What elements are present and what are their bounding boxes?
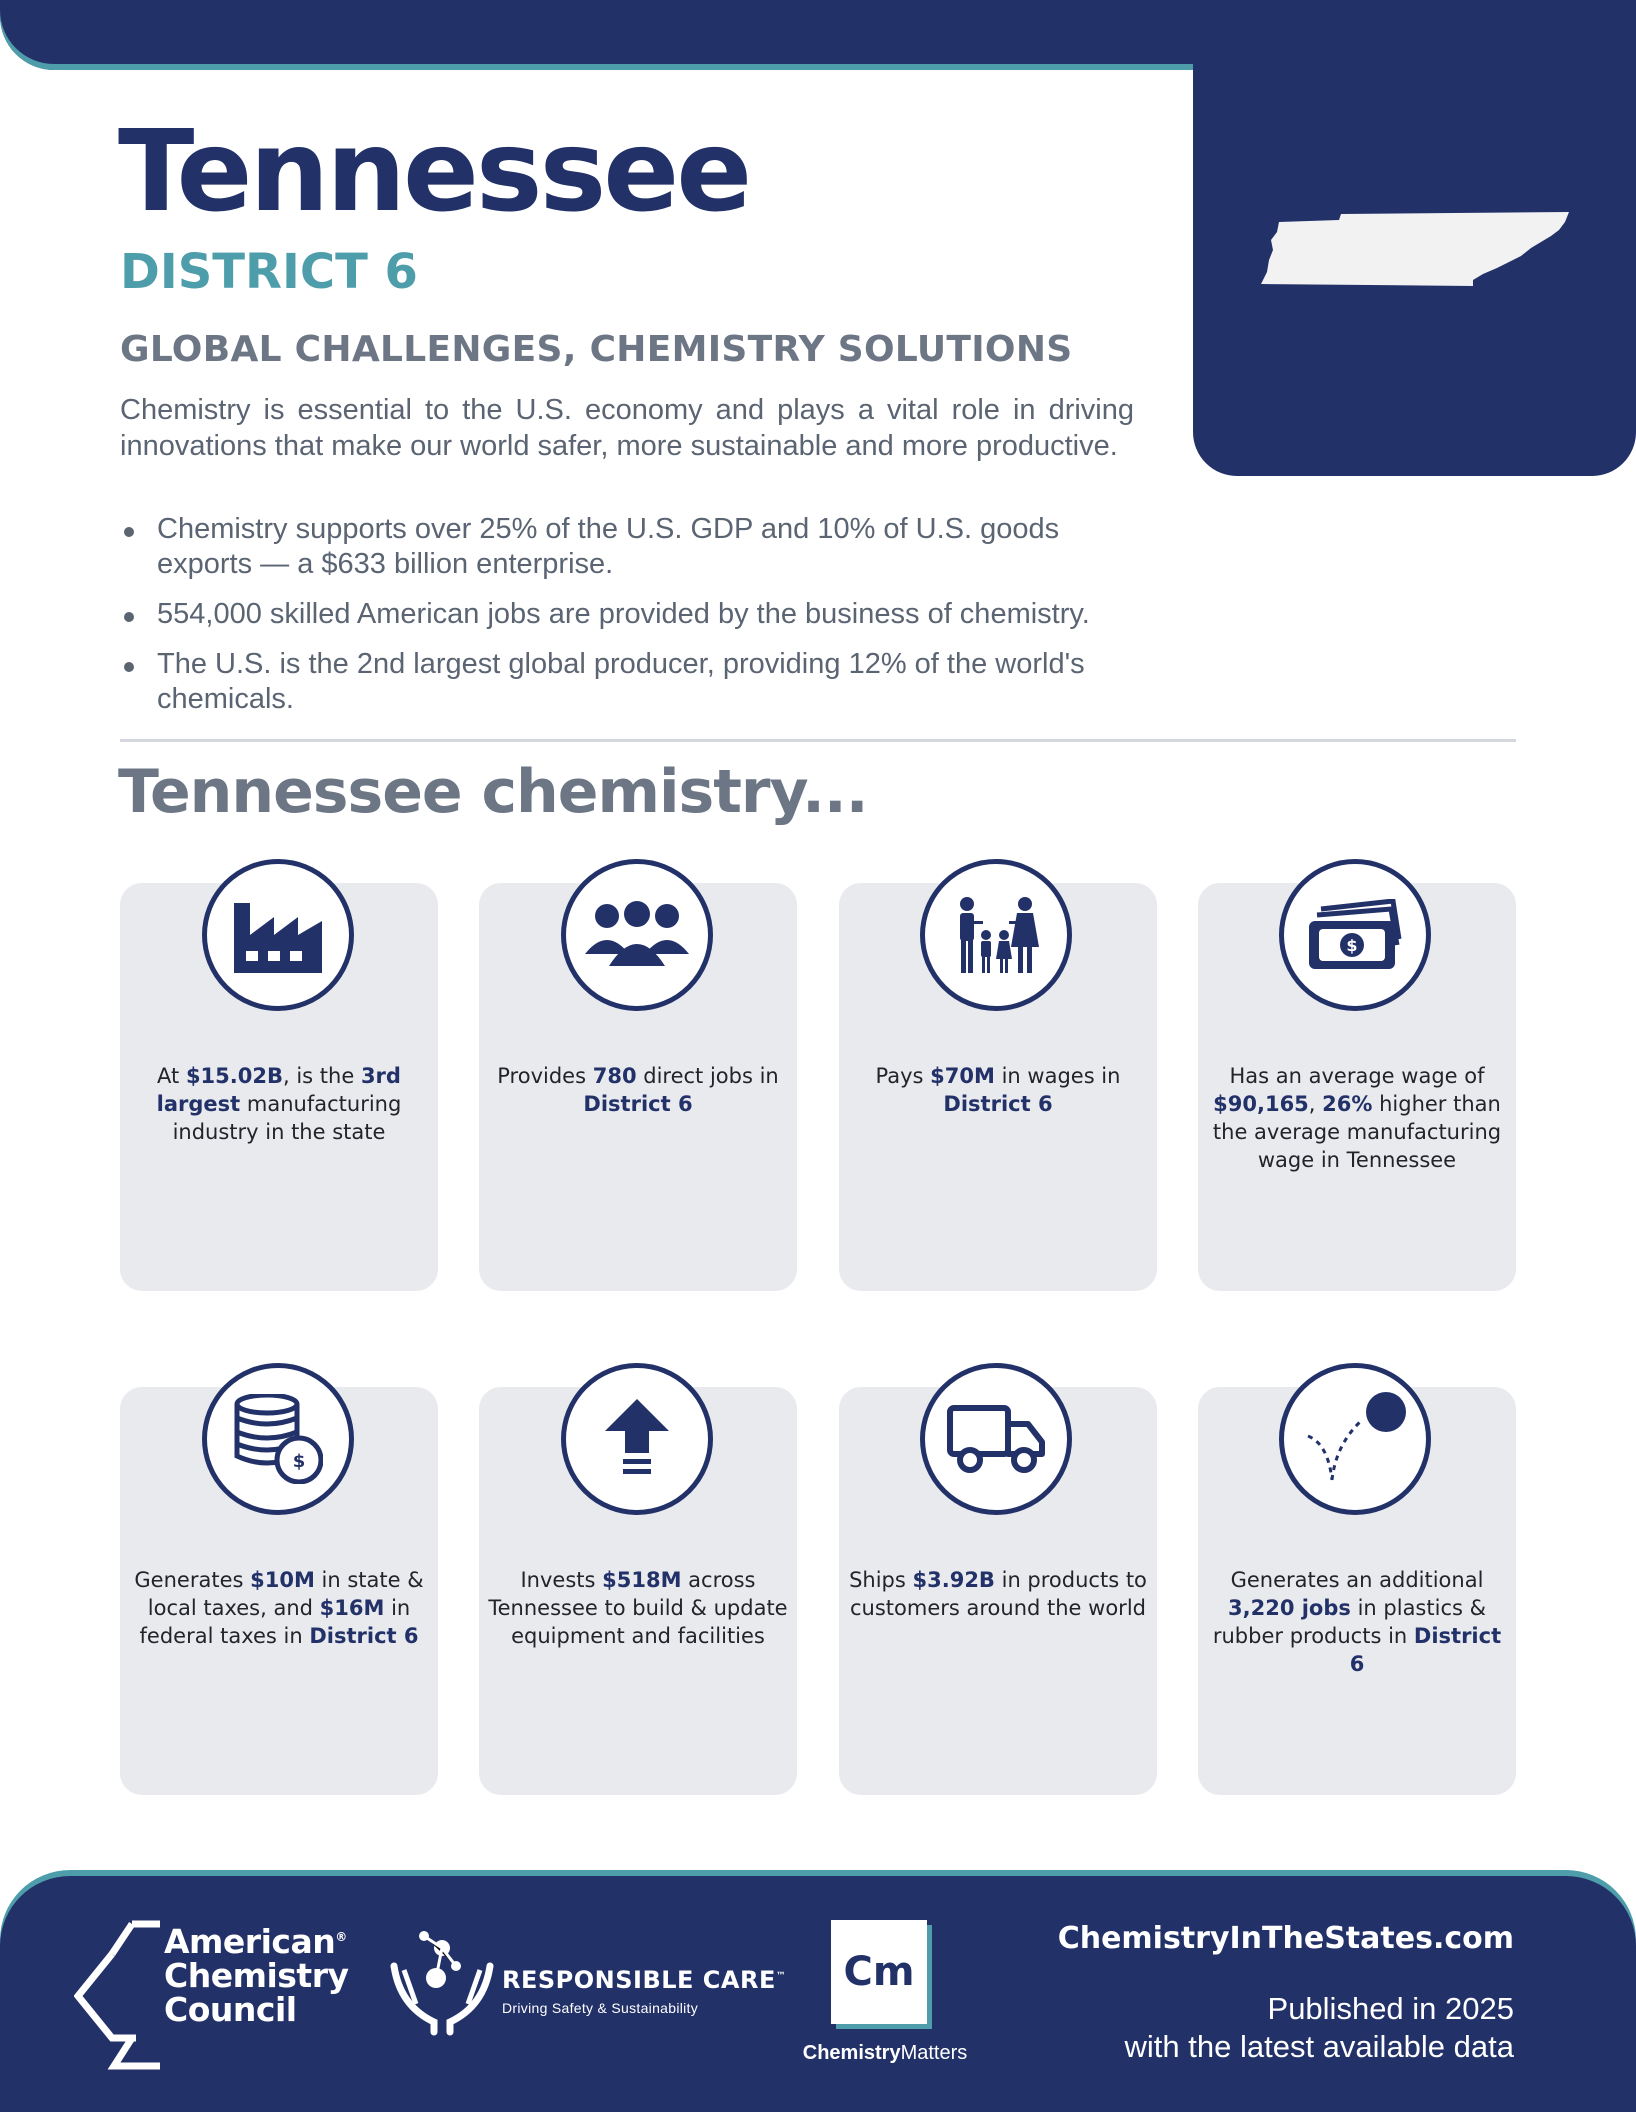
acc-wordmark: American® Chemistry Council [164, 1922, 349, 2029]
stat-text-part: in plastics & rubber products in [1212, 1596, 1486, 1648]
stat-text [129, 1566, 429, 1650]
district-label: DISTRICT 6 [120, 244, 418, 300]
stat-text-part: At [157, 1064, 186, 1088]
stat-text-part: Generates [134, 1568, 251, 1592]
state-map-panel [1193, 0, 1636, 476]
stat-text-part: Generates an additional [1230, 1568, 1484, 1592]
stat-text-part: Ships [849, 1568, 913, 1592]
fact-item: 554,000 skilled American jobs are provided by the business of chemistry. [120, 597, 1160, 632]
stat-text-part: , [1308, 1092, 1323, 1116]
svg-text:$: $ [292, 1451, 306, 1472]
stat-highlight: 780 [592, 1064, 637, 1088]
stat-text-part: in federal taxes in [139, 1596, 411, 1648]
people-group-icon [561, 859, 713, 1011]
stat-text [1207, 1062, 1507, 1174]
stat-text-part: Provides [497, 1064, 593, 1088]
bouncing-ball-icon [1279, 1363, 1431, 1515]
stat-text [488, 1566, 788, 1650]
stat-highlight: District 6 [583, 1092, 693, 1116]
section-heading: Tennessee chemistry... [118, 757, 868, 827]
money-bills-icon [1279, 859, 1431, 1011]
stat-text-part: manufacturing industry in the state [172, 1092, 402, 1144]
stat-highlight: $15.02B [185, 1064, 283, 1088]
fact-item: The U.S. is the 2nd largest global producer, providing 12% of the world's chemicals. [120, 647, 1160, 717]
section-divider [120, 739, 1516, 742]
stat-highlight: $70M [930, 1064, 995, 1088]
stat-text-part: across Tennessee to build & update equipment and facilities [488, 1568, 788, 1648]
stat-text-part: direct jobs in [636, 1064, 779, 1088]
stat-highlight: District 6 [309, 1624, 419, 1648]
stat-highlight: $3.92B [912, 1568, 995, 1592]
stat-text [848, 1566, 1148, 1622]
stat-text-part: in state & local taxes, and [147, 1568, 424, 1620]
rc-tagline: Driving Safety & Sustainability [502, 2000, 699, 2016]
factory-icon [202, 859, 354, 1011]
stat-text [848, 1062, 1148, 1118]
stat-text-part: Invests [520, 1568, 603, 1592]
acc-logo [74, 1920, 374, 2070]
delivery-truck-icon [920, 1363, 1072, 1515]
fact-item: Chemistry supports over 25% of the U.S. GDP and 10% of U.S. goods exports — a $633 billion enterprise. [120, 512, 1160, 582]
stat-highlight: 3,220 jobs [1228, 1596, 1351, 1620]
stat-text-part: Has an average wage of [1229, 1064, 1485, 1088]
stat-highlight: District 6 [943, 1092, 1053, 1116]
stat-text-part: Pays [875, 1064, 931, 1088]
stat-text-part: in wages in [994, 1064, 1121, 1088]
stat-text-part: , is the [282, 1064, 361, 1088]
stat-highlight: 26% [1322, 1092, 1373, 1116]
svg-text:$: $ [1346, 936, 1358, 955]
section-subtitle: GLOBAL CHALLENGES, CHEMISTRY SOLUTIONS [120, 329, 1073, 370]
stat-highlight: District 6 [1349, 1624, 1502, 1676]
family-icon [920, 859, 1072, 1011]
stat-highlight: $16M [319, 1596, 385, 1620]
coin-stack-icon [202, 1363, 354, 1515]
intro-paragraph: Chemistry is essential to the U.S. economy and plays a vital role in driving innovations that make our world safer, more sustainable and more productive. [120, 394, 1134, 462]
rc-title: RESPONSIBLE CARE™ [502, 1966, 787, 1994]
hands-molecule-icon [390, 1926, 494, 2036]
stat-highlight: $10M [250, 1568, 315, 1592]
footer [0, 1876, 1636, 2112]
chemistry-matters-logo [790, 1920, 990, 2070]
fact-list [120, 512, 1160, 732]
up-arrow-icon [561, 1363, 713, 1515]
website-link[interactable]: ChemistryInTheStates.com [1057, 1921, 1514, 1956]
cm-mark: Cm [831, 1920, 927, 2024]
stat-text-part: in products to customers around the world [850, 1568, 1147, 1620]
cm-wordmark: ChemistryMatters [802, 2042, 968, 2064]
stat-text-part: higher than the average manufacturing wage in Tennessee [1212, 1092, 1502, 1172]
responsible-care-logo [390, 1946, 790, 2056]
stat-highlight: $90,165 [1213, 1092, 1309, 1116]
page-title: Tennessee [118, 107, 750, 237]
stat-highlight: $518M [602, 1568, 682, 1592]
stat-highlight: 3rd largest [156, 1064, 401, 1116]
publication-note: Published in 2025 with the latest available data [1124, 1991, 1514, 2064]
stat-text [129, 1062, 429, 1146]
stat-text [1207, 1566, 1507, 1678]
tennessee-map-icon [1259, 200, 1569, 286]
stat-text [488, 1062, 788, 1118]
